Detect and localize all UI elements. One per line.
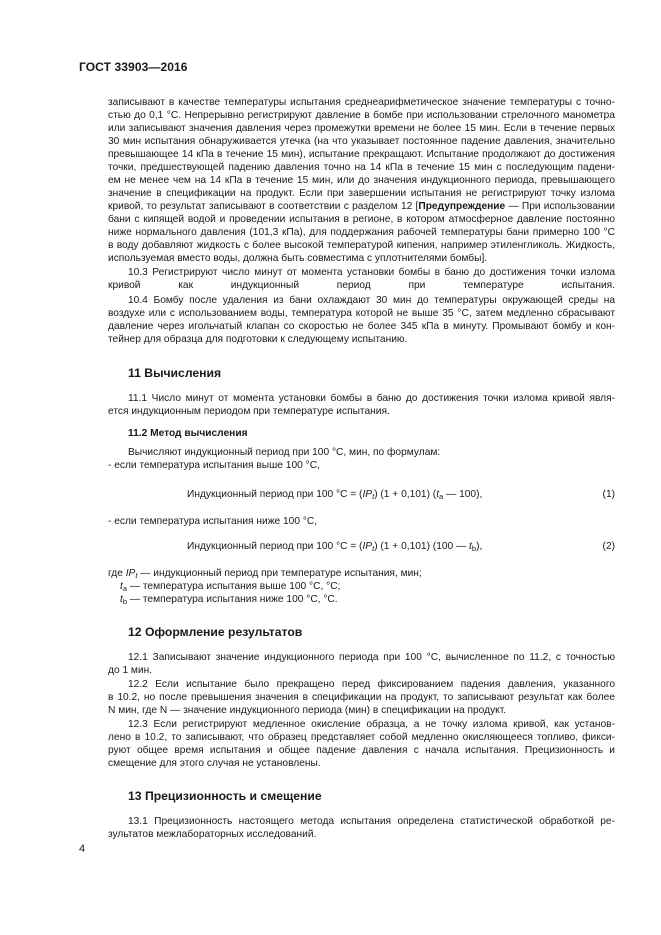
text-line: бани с кипящей водой и проведении испытания в регионе, в котором атмосферное давление постоянно [108,214,615,225]
text-line: смещение для этого случая не установлены. [108,758,321,769]
text-line: тейнер для образца для подготовки к следующему испытанию. [108,334,408,345]
paragraph-11-1: 11.1 Число минут от момента установки бомбы в баню до достижения точки излома кривой явля- [128,393,615,404]
text-line: кривой как индукционный период при температуре испытания. [108,280,615,291]
text-line: зультатов межлабораторных исследований. [108,829,317,840]
paragraph-10-3: 10.3 Регистрируют число минут от момента установки бомбы в баню до достижения точки излома [128,267,615,278]
text-line: стью до 0,1 °С. Непрерывно регистрируют давление в бомбе при использовании стрелочного манометра [108,110,615,121]
formula-1-expression: Индукционный период при 100 $^\circ С = (IP_t) (1 + 0,101)$ ($t_a$ — 100), [187,489,483,501]
paragraph-12-3: 12.3 Если регистрируют медленное окисление образца, а не точку излома кривой, как установ- [128,719,615,730]
text-line: превышающее 14 кПа в течение 15 мин), испытание прекращают. Испытание продолжают до достижения [108,149,615,160]
text-line: ется индукционным периодом при температуре испытания. [108,406,390,417]
paragraph-13-1: 13.1 Прецизионность настоящего метода испытания определена статистической обработкой ре- [128,816,615,827]
text-line: N мин, где N — значение индукционного периода (мин) в спецификации на продукт. [108,705,507,716]
formula-1-number: (1) [602,489,615,500]
text-line: значение в спецификации на продукт. Если при завершении испытания не регистрируют точку излома [108,188,615,199]
text-line: ем не менее чем на 14 кПа в течение 15 мин, или до значения индукционного периода, превышающего [108,175,615,186]
warning-text-before: кривой, то результат записывают в соответствии с разделом 12 [ [108,201,419,212]
paragraph-12-2: 12.2 Если испытание было прекращено перед фиксированием падения давления, указанного [128,679,615,690]
text-line: лено в 10.2, то записывают, что образец представляет собой медленно окисляющееся топливо, фикси- [108,732,615,743]
where-line: где $IP_t$ — индукционный период при температуре испытания, мин; [108,568,422,580]
text-line: ниже нормального давления (101,3 кПа), для поддержания рабочей температуры бани примерно 100 °С [108,227,615,238]
text-line: давление через игольчатый клапан со скоростью не более 345 кПа в минуту. Промывают бомбу и кон- [108,321,615,332]
case-below-100: - если температура испытания ниже 100 °С, [108,516,318,527]
case-above-100: - если температура испытания выше 100 °С, [108,460,320,471]
paragraph-12-1: 12.1 Записывают значение индукционного периода при 100 °С, вычисленное по 11.2, с точностью [128,652,615,663]
formula-intro: Вычисляют индукционный период при 100 °С, мин, по формулам: [128,447,441,458]
page-number: 4 [79,843,86,855]
formula-2-number: (2) [602,541,615,552]
text-line: записывают в качестве температуры испытания среднеарифметическое значение температуры с точно- [108,97,615,108]
text-line: воздухе или с использованием воды, температура которой не выше 35 °С, затем медленно сбрасывают [108,308,615,319]
document-header: ГОСТ 33903—2016 [79,60,188,74]
subsection-heading-11-2: 11.2 Метод вычисления [128,428,248,439]
section-heading-11: 11 Вычисления [128,366,222,380]
text-line: руют общее время испытания и общее падение давления с начала испытания. Прецизионность и [108,745,615,756]
warning-text-after: — При использовании [505,201,615,212]
where-line: $t_b$ — температура испытания ниже 100 °С, °С. [120,594,338,606]
paragraph-10-4: 10.4 Бомбу после удаления из бани охлаждают 30 мин до температуры окружающей среды на [128,295,615,306]
section-heading-13: 13 Прецизионность и смещение [128,789,322,803]
section-heading-12: 12 Оформление результатов [128,625,303,639]
text-line: до 1 мин. [108,665,153,676]
text-line: или записывают значения давления через промежутки времени не более 15 мин. Если в течение первых [108,123,615,134]
text-line: в 10.2, но после превышения значения в спецификации на продукт, то записывают результат как более [108,692,615,703]
text-line-warning [108,200,615,213]
text-line: в воду добавляют жидкость с более высокой температурой кипения, например этиленгликоль. Жидкость, [108,240,615,251]
where-line: $t_a$ — температура испытания выше 100 °С, °С; [120,581,341,593]
text-line: точки, предшествующей падению давления точно на 14 кПа в течение 15 мин с последующим падени- [108,162,615,173]
warning-label: Предупреждение [418,201,506,212]
formula-2-expression: Индукционный период при 100 $^\circ С = (IP_t) (1 + 0,101)$ (100 — $t_b$), [187,541,483,553]
text-line: используемая вместо воды, должна быть совместима с уплотнителями бомбы]. [108,253,488,264]
text-line: 30 мин испытания обнаруживается утечка (на что указывает постоянное падение давления, значительно [108,136,615,147]
